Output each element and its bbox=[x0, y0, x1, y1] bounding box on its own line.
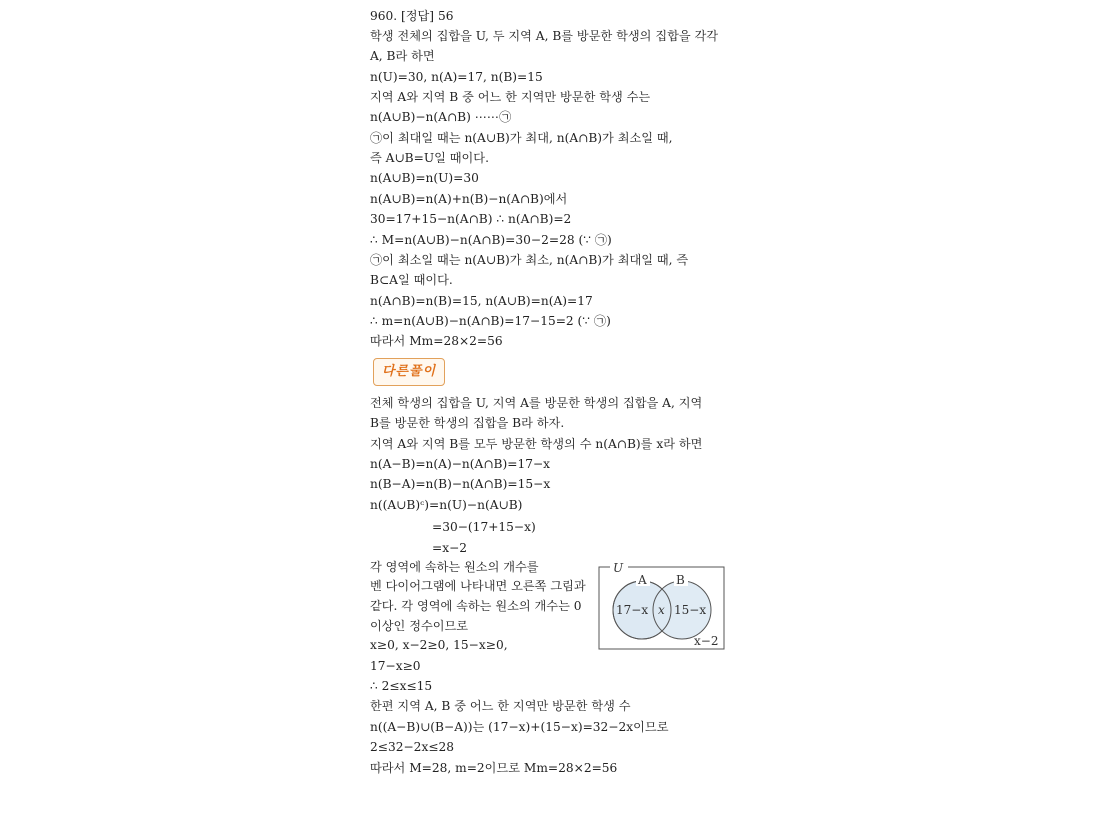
text-line: 한편 지역 A, B 중 어느 한 지역만 방문한 학생 수 bbox=[370, 699, 631, 713]
b-label: B bbox=[676, 573, 685, 587]
text-line: n(U)=30, n(A)=17, n(B)=15 bbox=[370, 70, 543, 84]
text-line: B를 방문한 학생의 집합을 B라 하자. bbox=[370, 416, 565, 430]
text-line: ∴ M=n(A∪B)−n(A∩B)=30−2=28 (∵ ㉠) bbox=[370, 233, 612, 247]
text-line: 전체 학생의 집합을 U, 지역 A를 방문한 학생의 집합을 A, 지역 bbox=[370, 396, 703, 410]
text-line: A, B라 하면 bbox=[370, 49, 435, 63]
text-line: ㉠이 최소일 때는 n(A∪B)가 최소, n(A∩B)가 최대일 때, 즉 bbox=[370, 253, 689, 267]
text-line: ㉠이 최대일 때는 n(A∪B)가 최대, n(A∩B)가 최소일 때, bbox=[370, 131, 673, 145]
venn-diagram bbox=[598, 560, 726, 652]
intersection-count: x bbox=[658, 603, 665, 617]
text-line: 벤 다이어그램에 나타내면 오른쪽 그림과 bbox=[370, 579, 586, 593]
text-line: 17−x≥0 bbox=[370, 659, 421, 673]
text-line: n((A∪B)ᶜ)=n(U)−n(A∪B) bbox=[370, 498, 523, 512]
text-line: =30−(17+15−x) bbox=[432, 520, 536, 534]
text-line: ∴ m=n(A∪B)−n(A∩B)=17−15=2 (∵ ㉠) bbox=[370, 314, 611, 328]
text-line: 즉 A∪B=U일 때이다. bbox=[370, 151, 489, 165]
text-line: n(A−B)=n(A)−n(A∩B)=17−x bbox=[370, 457, 551, 471]
text-line: 각 영역에 속하는 원소의 개수를 bbox=[370, 560, 539, 574]
text-line: n(A∪B)−n(A∩B) ⋯⋯㉠ bbox=[370, 110, 512, 124]
text-line: =x−2 bbox=[432, 541, 468, 555]
a-only-count: 17−x bbox=[616, 603, 649, 617]
outside-count: x−2 bbox=[694, 634, 719, 648]
text-line: 이상인 정수이므로 bbox=[370, 619, 469, 633]
a-label: A bbox=[638, 573, 647, 587]
text-line: n(A∪B)=n(U)=30 bbox=[370, 171, 479, 185]
text-line: 따라서 Mm=28×2=56 bbox=[370, 334, 503, 348]
text-line: n((A−B)∪(B−A))는 (17−x)+(15−x)=32−2x이므로 bbox=[370, 720, 669, 734]
text-line: 지역 A와 지역 B 중 어느 한 지역만 방문한 학생 수는 bbox=[370, 90, 651, 104]
text-line: ∴ 2≤x≤15 bbox=[370, 679, 433, 693]
u-label: U bbox=[613, 561, 624, 575]
text-line: 지역 A와 지역 B를 모두 방문한 학생의 수 n(A∩B)를 x라 하면 bbox=[370, 437, 703, 451]
text-line: 2≤32−2x≤28 bbox=[370, 740, 455, 754]
text-line: n(A∩B)=n(B)=15, n(A∪B)=n(A)=17 bbox=[370, 294, 593, 308]
text-line: 같다. 각 영역에 속하는 원소의 개수는 0 bbox=[370, 599, 582, 613]
answer-heading: 960. [정답] 56 bbox=[370, 9, 454, 23]
text-line: 30=17+15−n(A∩B) ∴ n(A∩B)=2 bbox=[370, 212, 572, 226]
text-line: 따라서 M=28, m=2이므로 Mm=28×2=56 bbox=[370, 761, 618, 775]
text-line: n(A∪B)=n(A)+n(B)−n(A∩B)에서 bbox=[370, 192, 568, 206]
alternative-solution-badge: 다른풀이 bbox=[373, 358, 445, 386]
text-line: x≥0, x−2≥0, 15−x≥0, bbox=[370, 638, 508, 652]
b-only-count: 15−x bbox=[674, 603, 707, 617]
text-line: B⊂A일 때이다. bbox=[370, 273, 453, 287]
text-line: 학생 전체의 집합을 U, 두 지역 A, B를 방문한 학생의 집합을 각각 bbox=[370, 29, 719, 43]
text-line: n(B−A)=n(B)−n(A∩B)=15−x bbox=[370, 477, 551, 491]
